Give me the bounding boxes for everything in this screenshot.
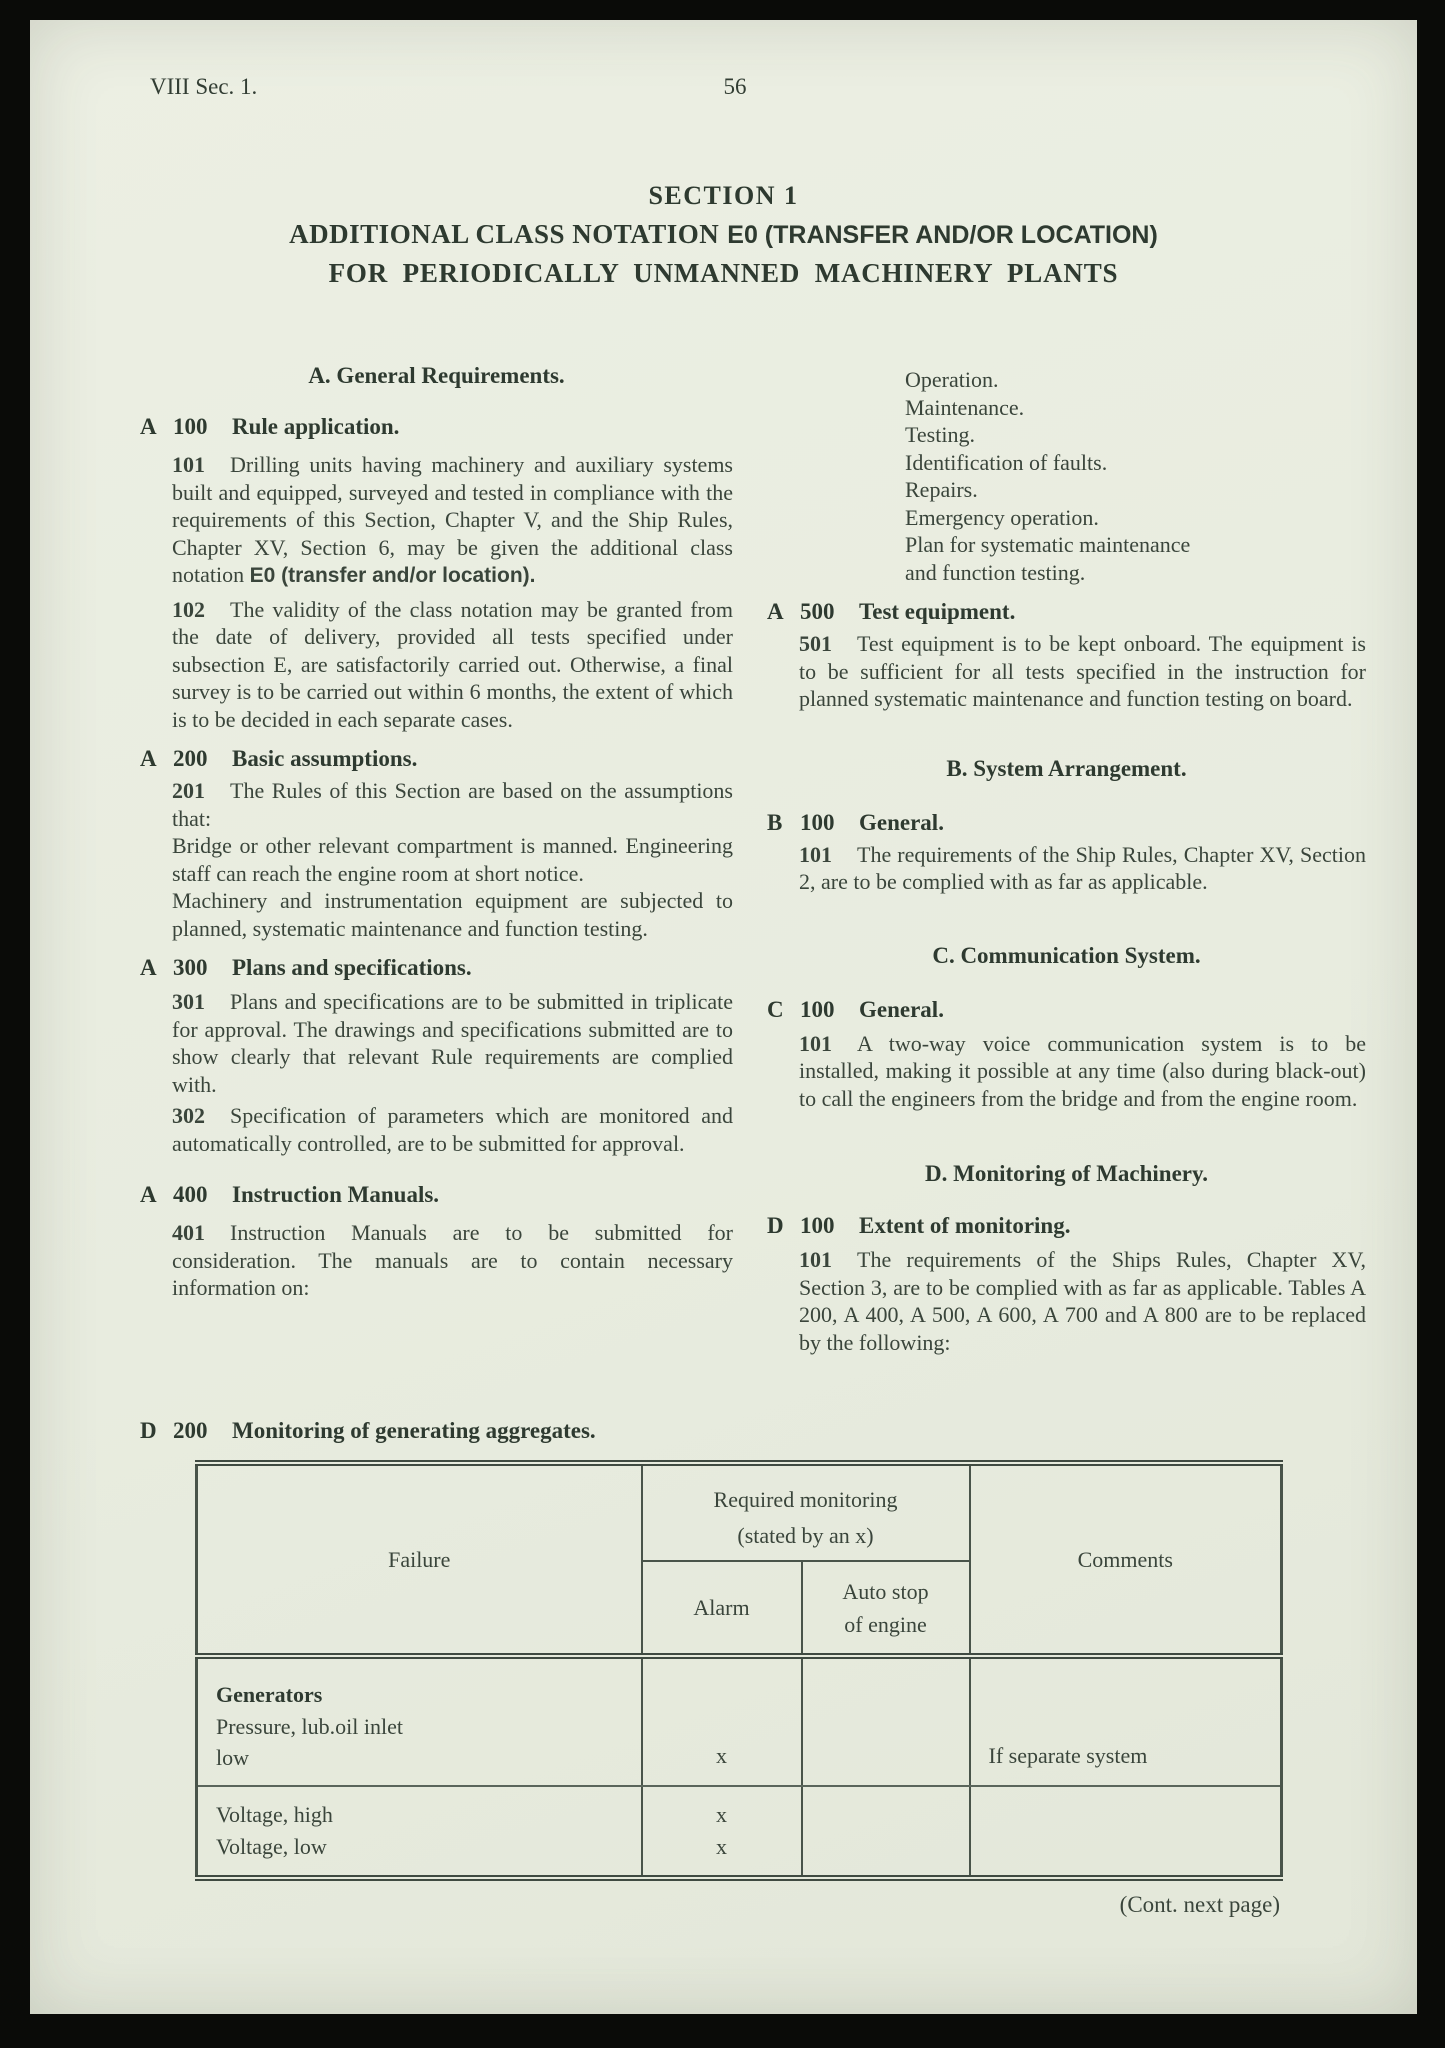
auto-stop-cell [802,1656,970,1786]
right-column [767,362,1366,1356]
generating-aggregates-monitoring-table [195,1460,1283,1881]
subsection-d200: D 200 Monitoring of generating aggregates. [140,1418,596,1443]
list-item: Operation. [905,367,999,392]
failure-cell-generators: Generators Pressure, lub.oil inlet low [197,1656,642,1786]
title-line-2 [30,220,1417,249]
list-item: Maintenance. [905,394,1025,420]
subsection-a400: A 400 Instruction Manuals. [140,1182,440,1207]
auto-stop-cell [802,1786,970,1878]
monitoring-table-wrap [195,1460,1283,1881]
subsection-a500: A 500 Test equipment. [767,599,1016,624]
list-item: Identification of faults. [905,449,1108,475]
paragraph-102: 102 The validity of the class notation may be granted from the date of delivery, provided all tests specified under subsection E, are satisfactorily carried out. Otherwise, a final survey is to be carried out within 6 months, the extent of which is to be decided in each separate cases. [172,596,733,732]
table-header-required-monitoring: Required monitoring (stated by an x) [642,1463,970,1561]
list-item: Plan for systematic maintenance [905,532,1191,557]
table-header-failure: Failure [197,1463,642,1656]
subsection-a100: A 100 Rule application. [140,414,400,439]
title-line-2-serif: ADDITIONAL CLASS NOTATION [289,219,720,249]
subsection-a200: A 200 Basic assumptions. [140,746,418,771]
paragraph-401: 401 Instruction Manuals are to be submitted for consideration. The manuals are to contain necessary information on: [172,1220,733,1300]
table-row [197,1656,1282,1786]
title-line-3: FOR PERIODICALLY UNMANNED MACHINERY PLANTS [328,258,1119,288]
paragraph-101: 101 Drilling units having machinery and auxiliary systems built and equipped, surveyed and tested in compliance with the requirements of this Section, Chapter V, and the Ship Rules, Chapter XV, Section 6, may be given the additional class notation E0 (transfer and/or location). [172,452,733,587]
page-number: 56 [723,74,747,99]
class-notation-inline: E0 (transfer and/or location). [249,564,536,587]
table-header-auto-stop: Auto stop of engine [802,1561,970,1656]
two-column-text [140,362,1366,1356]
table-header-alarm: Alarm [642,1561,802,1656]
document-title-block [30,182,1417,287]
list-item: Testing. [905,422,975,447]
heading-system-arrangement: B. System Arrangement. [946,755,1187,781]
left-column [140,362,733,1356]
paragraph-301: 301 Plans and specifications are to be submitted in triplicate for approval. The drawings and specifications submitted are to show clearly that relevant Rule requirements are complied with. [172,989,733,1097]
paragraph-d101: 101 The requirements of the Ships Rules, Chapter XV, Section 3, are to be complied with as far as applicable. Tables A 200, A 400, A 500, A 600, A 700 and A 800 are to be replaced by the following: [799,1247,1366,1355]
continuation-note: (Cont. next page) [1119,1892,1280,1917]
section-reference: VIII Sec. 1. [150,74,258,99]
heading-monitoring-of-machinery: D. Monitoring of Machinery. [925,1161,1208,1186]
list-item: Repairs. [905,477,978,502]
assumption-bridge: Bridge or other relevant compartment is manned. Engineering staff can reach the engine room at short notice. [172,833,733,886]
paragraph-501: 501 Test equipment is to be kept onboard. The equipment is to be sufficient for all tests specified in the instruction for planned systematic maintenance and function testing on board. [799,631,1366,711]
heading-general-requirements: A. General Requirements. [308,363,565,388]
paragraph-302: 302 Specification of parameters which are monitored and automatically controlled, are to be submitted for approval. [172,1103,733,1156]
table-row [197,1786,1282,1878]
failure-cell-voltage: Voltage, high Voltage, low [197,1786,642,1878]
heading-communication-system: C. Communication System. [932,942,1201,968]
paragraph-c101: 101 A two-way voice communication system is to be installed, making it possible at any time (also during black-out) to call the engineers from the bridge and from the engine room. [799,1030,1366,1111]
subsection-d100: D 100 Extent of monitoring. [767,1213,1071,1238]
subsection-a300: A 300 Plans and specifications. [140,955,472,980]
assumption-machinery: Machinery and instrumentation equipment are subjected to planned, systematic maintenance and function testing. [172,888,733,941]
paragraph-201: 201 The Rules of this Section are based on the assumptions that: [172,778,733,831]
table-header-comments: Comments [970,1463,1282,1656]
title-class-notation: E0 (TRANSFER AND/OR LOCATION) [727,221,1158,249]
subsection-c100: C 100 General. [767,996,944,1022]
paper-page [30,20,1417,2014]
manual-contents-list [905,366,1366,586]
alarm-mark-cell: x [642,1656,802,1786]
paragraph-b101: 101 The requirements of the Ship Rules, Chapter XV, Section 2, are to be complied with as far as applicable. [799,841,1366,894]
list-item: Emergency operation. [905,504,1099,530]
section-title: SECTION 1 [648,181,799,210]
list-item: and function testing. [905,559,1086,585]
comments-cell [970,1786,1282,1878]
comments-cell: If separate system [970,1656,1282,1786]
alarm-mark-cell: x x [642,1786,802,1878]
subsection-b100: B 100 General. [767,809,944,835]
